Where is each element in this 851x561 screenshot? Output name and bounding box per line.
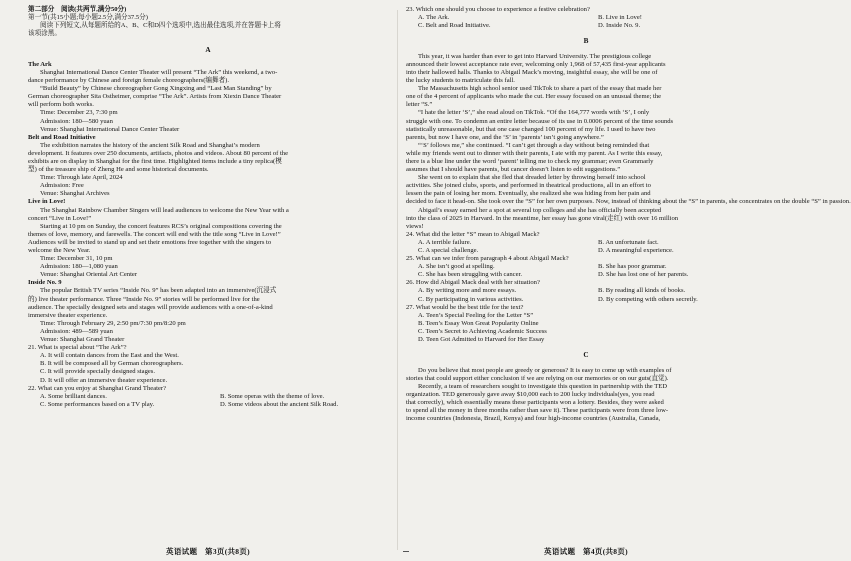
event-text: The popular British TV series “Inside No. 9” has been adapted into an immersive(沉浸式 xyxy=(40,287,277,295)
passage-text: letter “S.” xyxy=(406,101,433,109)
event-admission: Admission: 180—580 yuan xyxy=(40,117,113,125)
event-text: themes of love, memory, and farewells. The concert will end with the title song “Live in Love!” xyxy=(28,230,281,238)
question-stem: 24. What did the letter “S” mean to Abigail Mack? xyxy=(406,230,540,238)
answer-option[interactable]: A. Some brilliant dances. xyxy=(40,392,107,400)
passage-text: into their hallowed halls. Thanks to Abigail Mack’s moving, insightful essay, she will be one of xyxy=(406,68,658,76)
question-stem: 26. How did Abigail Mack deal with her situation? xyxy=(406,279,540,287)
event-text: 型) of the treasure ship of Zheng He and some historical documents. xyxy=(28,166,209,174)
event-venue: Venue: Shanghai Grand Theater xyxy=(40,336,125,344)
passage-text: struggle with one. To condemn an entire letter because of its use in 0.0006 percent of the time sounds xyxy=(406,117,674,125)
passage-text: Do you believe that most people are greedy or generous? It is easy to come up with examples of xyxy=(418,366,672,374)
answer-option[interactable]: B. By reading all kinds of books. xyxy=(598,287,686,295)
event-title: The Ark xyxy=(28,60,52,68)
page-footer: 英语试题 第4页(共8页) xyxy=(544,547,628,556)
passage-text: This year, it was harder than ever to get into Harvard University. The prestigious college xyxy=(418,52,652,60)
section-title: 第二部分 阅读(共两节,满分50分) xyxy=(28,6,127,13)
answer-option[interactable]: C. She has been struggling with cancer. xyxy=(418,271,523,279)
event-text: immersive theater experience. xyxy=(28,311,108,319)
answer-option[interactable]: C. Teen’s Secret to Achieving Academic Success xyxy=(418,327,547,335)
event-text: concert “Live in Love!” xyxy=(28,214,92,222)
passage-text: while my friends went out to dinner with their parents, I ate with my parent. As I write this essay, xyxy=(406,149,663,157)
answer-option[interactable]: A. She isn’t good at spelling. xyxy=(418,263,495,271)
options-row xyxy=(406,263,766,271)
answer-option[interactable]: A. It will contain dances from the East and the West. xyxy=(40,352,179,360)
answer-option[interactable]: B. Live in Love! xyxy=(598,14,642,22)
page-divider xyxy=(397,10,398,550)
answer-option[interactable]: B. Teen’s Essay Won Great Popularity Online xyxy=(418,319,539,327)
options-row xyxy=(406,247,766,255)
page-4 xyxy=(406,6,851,423)
event-text: Shanghai International Dance Center Theater will present “The Ark” this weekend, a two- xyxy=(40,68,278,76)
answer-option[interactable]: A. A terrible failure. xyxy=(418,238,472,246)
page-footer: 英语试题 第3页(共8页) xyxy=(166,547,250,556)
question-stem: 21. What is special about “The Ark”? xyxy=(28,344,127,352)
options-row xyxy=(28,401,388,409)
answer-option[interactable]: B. Some operas with the theme of love. xyxy=(220,392,325,400)
passage-letter-b: B xyxy=(583,37,589,46)
page-3 xyxy=(28,6,388,409)
question-stem: 22. What can you enjoy at Shanghai Grand Theater? xyxy=(28,384,166,392)
answer-option[interactable]: D. A meaningful experience. xyxy=(598,247,674,254)
passage-text: parents, but now I have one, and the ‘S’ in ‘parents’ isn’t going anywhere.” xyxy=(406,133,604,141)
answer-option[interactable]: C. A special challenge. xyxy=(418,247,479,254)
options-row xyxy=(406,239,766,247)
options-row xyxy=(406,287,766,295)
passage-text: “‘S’ follows me,” she continued. “I can’t get through a day without being reminded that xyxy=(418,141,650,149)
event-text: German choreographer Sita Ostheimer, comprise “The Ark”. Artists from Xiexin Dance Theater xyxy=(28,93,282,101)
passage-text: views! xyxy=(406,222,424,230)
answer-option[interactable]: C. By participating in various activities. xyxy=(418,295,524,303)
options-row xyxy=(406,296,766,304)
event-title: Inside No. 9 xyxy=(28,279,62,287)
answer-option[interactable]: B. An unfortunate fact. xyxy=(598,238,659,246)
passage-text: “I hate the letter ‘S’,” she read aloud on TikTok. “Of the 164,777 words with ‘S’, I only xyxy=(418,109,650,117)
event-time: Time: December 31, 10 pm xyxy=(40,255,113,263)
answer-option[interactable]: C. Belt and Road Initiative. xyxy=(418,22,491,30)
passage-text: Abigail’s essay earned her a spot at several top colleges and she has officially been accepted xyxy=(418,206,662,214)
passage-text: assumes that I should have parents, but cancer doesn’t listen to edit suggestions.” xyxy=(406,166,621,174)
answer-option[interactable]: B. She has poor grammar. xyxy=(598,263,667,271)
answer-option[interactable]: C. It will provide specially designed stages. xyxy=(40,368,156,376)
event-venue: Venue: Shanghai International Dance Center Theater xyxy=(40,125,180,133)
answer-option[interactable]: A. Teen’s Special Feeling for the Letter “S” xyxy=(418,311,534,319)
event-admission: Admission: Free xyxy=(40,182,84,190)
event-time: Time: December 23, 7:30 pm xyxy=(40,109,118,117)
event-title: Belt and Road Initiative xyxy=(28,133,96,141)
passage-letter-a: A xyxy=(205,45,211,54)
answer-option[interactable]: D. It will offer an immersive theater experience. xyxy=(40,376,168,384)
event-text: Starting at 10 pm on Sunday, the concert features RCS’s original compositions covering the xyxy=(40,222,282,230)
passage-text: there is a blue line under the word ‘parent’ telling me to check my grammar; even Grammarly xyxy=(406,157,654,165)
event-text: welcome the New Year. xyxy=(28,247,91,254)
answer-option[interactable]: D. By competing with others secretly. xyxy=(598,295,698,303)
passage-text: organization. TED generously gave away $10,000 each to 200 lucky individuals(yes, you read xyxy=(406,390,655,398)
answer-option[interactable]: C. Some performances based on a TV play. xyxy=(40,400,155,408)
event-venue: Venue: Shanghai Archives xyxy=(40,190,110,198)
event-text: will perform both works. xyxy=(28,101,94,109)
passage-text: into the class of 2025 in Harvard. In the meantime, her essay has gone viral(走红) with over 16 million xyxy=(406,214,679,222)
event-title: Live in Love! xyxy=(28,198,66,206)
answer-option[interactable]: D. Some videos about the ancient Silk Road. xyxy=(220,400,339,408)
passage-letter-c: C xyxy=(583,351,589,360)
passage-text: decided to face it head-on. She took over the “S” for her own purposes. Now, instead of thinking about the “S” in parents, she concentrates on the double “S” in passion. xyxy=(406,198,851,206)
passage-text: activities. She joined clubs, sports, and performed in theatrical productions, all in an effort to xyxy=(406,182,651,190)
options-row xyxy=(406,14,766,22)
event-text: audience. The specially designed sets and stages will provide audiences with a one-of-a-kind xyxy=(28,303,273,311)
event-venue: Venue: Shanghai Oriental Art Center xyxy=(40,271,138,279)
event-text: Audiences will be invited to stand up and set their emotions free together with the singers to xyxy=(28,238,272,246)
section-subtitle: 第一节(共15小题;每小题2.5分,满分37.5分) xyxy=(28,14,148,22)
passage-text: that correctly), which essentially means these participants won a lottery. Besides, they were asked xyxy=(406,398,664,406)
event-text: “Build Beauty” by Chinese choreographer Gong Xingxing and “Last Man Standing” by xyxy=(40,85,272,93)
options-row xyxy=(406,22,766,30)
question-stem: 27. What would be the best title for the text? xyxy=(406,303,524,311)
event-time: Time: Through late April, 2024 xyxy=(40,174,123,182)
passage-text: to spend all the money in three months rather than save it). These participants were from three low- xyxy=(406,407,669,415)
event-text: development. It features over 250 documents, artifacts, photos and videos. About 80 percent of the xyxy=(28,149,289,157)
options-row xyxy=(406,271,766,279)
answer-option[interactable]: D. Inside No. 9. xyxy=(598,22,641,30)
event-text: exhibits are on display in Shanghai for the first time. Highlighted items include a tiny replica(模 xyxy=(28,157,282,165)
passage-text: The Massachusetts high school senior used TikTok to share a part of the essay that made her xyxy=(418,85,662,93)
event-text: dance performance by Chinese and foreign female choreographers(编舞者). xyxy=(28,77,230,85)
passage-text: She went on to explain that she fled that dreaded letter by throwing herself into school xyxy=(418,174,646,182)
answer-option[interactable]: B. It will be composed all by German choreographers. xyxy=(40,360,184,368)
event-text: 的) live theater performance. Three “Inside No. 9” stories will be performed live for the xyxy=(28,295,260,303)
event-text: The exhibition narrates the history of the ancient Silk Road and Shanghai’s modern xyxy=(40,141,260,149)
event-admission: Admission: 180—1,080 yuan xyxy=(40,263,118,271)
passage-text: lessen the pain of losing her mom. Eventually, she realized she was hiding from her pain and xyxy=(406,190,651,198)
passage-text: stories that could support either conclusion if we are relying on our memories or on our guts(直觉). xyxy=(406,374,669,382)
passage-text: income countries (Indonesia, Brazil, Kenya) and four high-income countries (Australia, Canada, xyxy=(406,415,661,423)
question-stem: 25. What can we infer from paragraph 4 about Abigail Mack? xyxy=(406,255,569,263)
passage-text: statistically unreasonable, but that one case changed 100 percent of my life. I used to have two xyxy=(406,125,656,133)
answer-option[interactable]: A. The Ark. xyxy=(418,14,450,22)
instruction-line: 该项涂黑。 xyxy=(28,30,61,38)
passage-text: the lucky students to matriculate this fall. xyxy=(406,77,515,85)
event-text: The Shanghai Rainbow Chamber Singers will lead audiences to welcome the New Year with a xyxy=(40,206,289,214)
event-time: Time: Through February 29, 2:50 pm/7:30 pm/8:20 pm xyxy=(40,319,186,327)
passage-text: one of the 4 percent of applicants who made the cut. Her essay focused on an unusual theme; the xyxy=(406,93,662,101)
answer-option[interactable]: D. She has lost one of her parents. xyxy=(598,271,689,279)
event-admission: Admission: 489—589 yuan xyxy=(40,327,113,335)
options-row xyxy=(28,393,388,401)
passage-text: announced their lowest acceptance rate ever, welcoming only 1,968 of 57,435 first-year applicants xyxy=(406,60,666,68)
answer-option[interactable]: D. Teen Got Admitted to Harvard for Her Essay xyxy=(418,336,545,344)
instruction-line: 阅读下列短文,从每题所给的A、B、C和D四个选项中,选出最佳选项,并在答题卡上将 xyxy=(40,22,281,30)
answer-option[interactable]: A. By writing more and more essays. xyxy=(418,287,517,295)
question-stem: 23. Which one should you choose to experience a festive celebration? xyxy=(406,6,590,13)
passage-text: Recently, a team of researchers sought to investigate this question in partnership with the TED xyxy=(418,382,668,390)
